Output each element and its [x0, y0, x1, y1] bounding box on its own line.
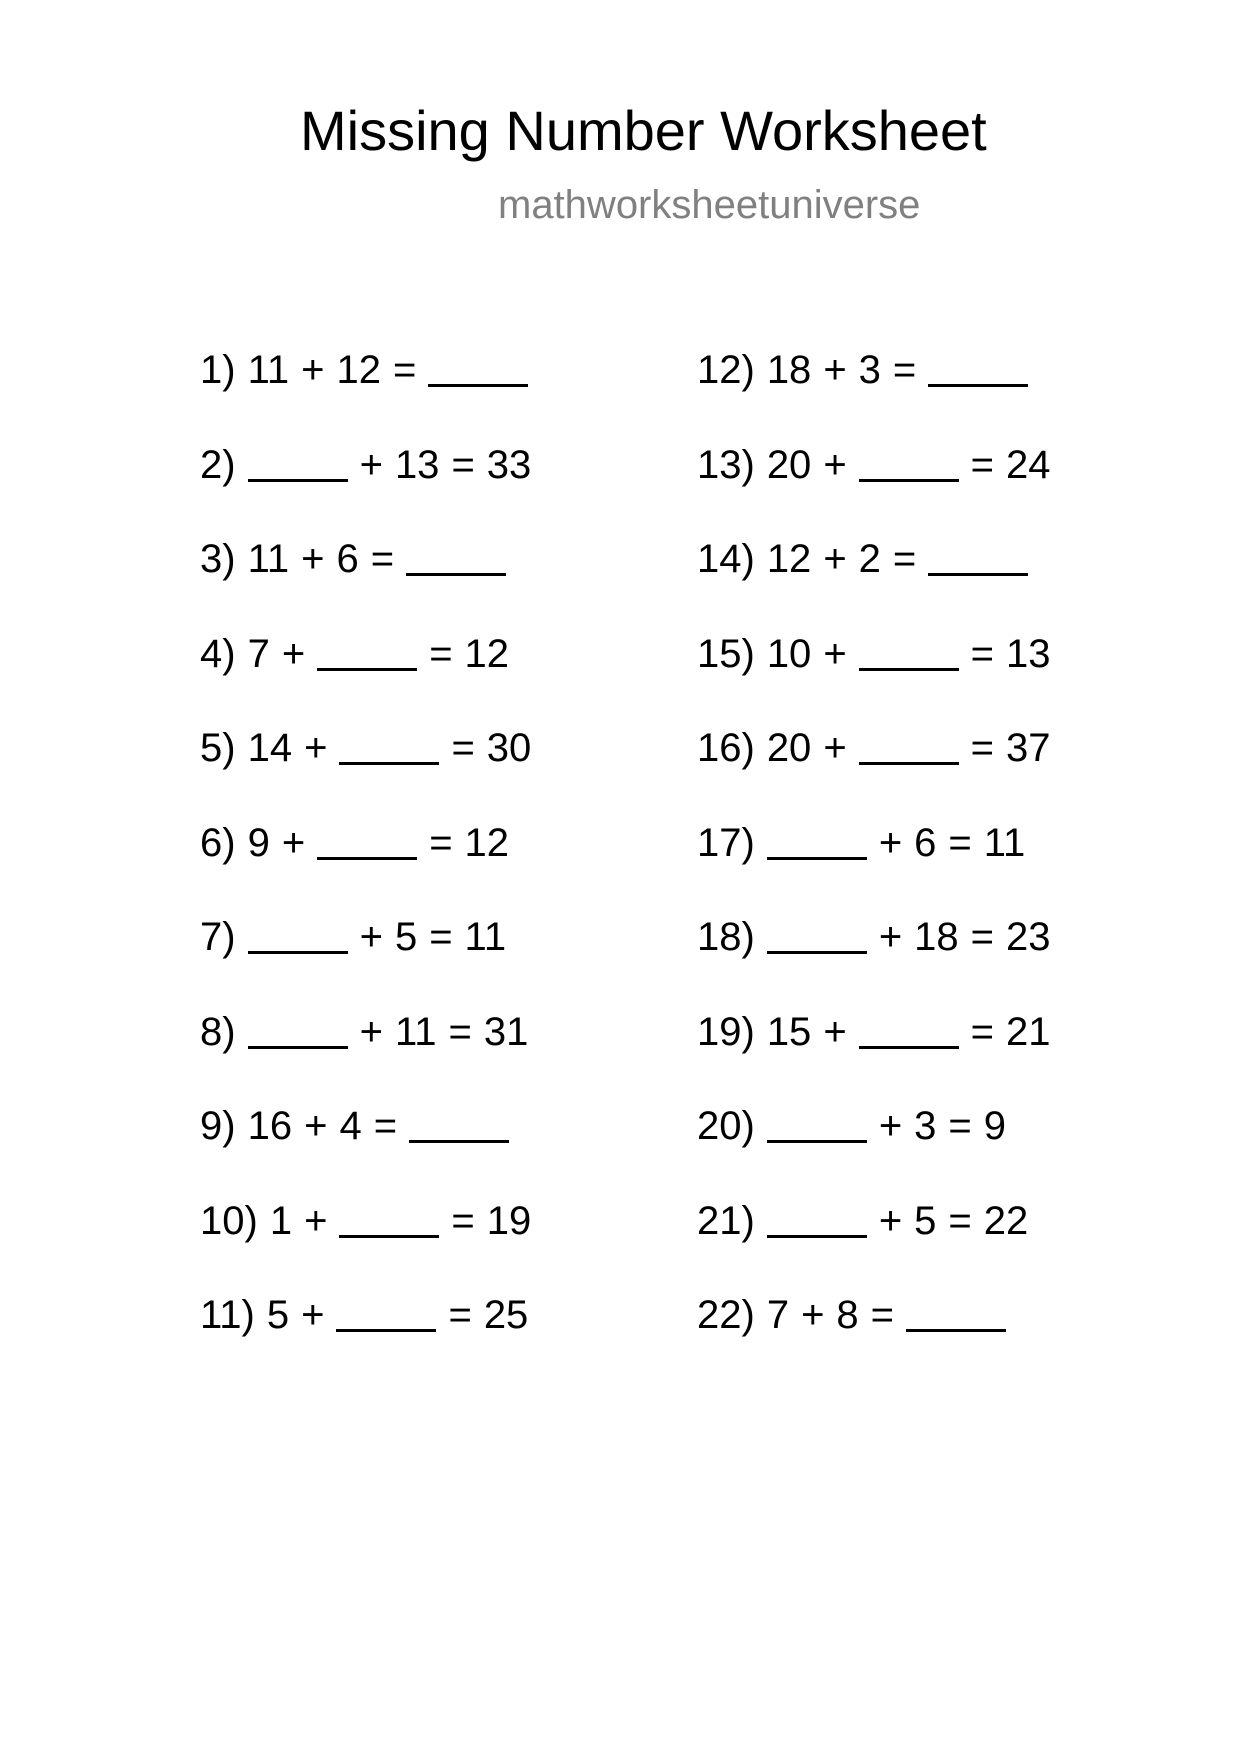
problem-number: 2) — [200, 442, 236, 487]
problem-number: 6) — [200, 820, 236, 865]
problem-number: 1) — [200, 348, 236, 392]
problem-number: 7) — [200, 915, 236, 959]
problem-number: 20) — [697, 1104, 755, 1148]
equals: = — [392, 348, 417, 392]
equals: = — [451, 442, 475, 487]
answer-blank[interactable] — [767, 813, 867, 860]
operand: 7 — [247, 631, 270, 676]
answer-blank[interactable] — [248, 435, 348, 482]
operand: 15 — [766, 1009, 812, 1054]
problem-16 — [697, 718, 1063, 813]
result: 24 — [1006, 442, 1051, 487]
equals: = — [373, 1104, 398, 1148]
problem-11 — [200, 1285, 543, 1380]
problem-number: 18) — [697, 915, 755, 959]
answer-blank[interactable] — [859, 624, 959, 671]
problem-10 — [200, 1191, 543, 1286]
operator: + — [878, 1198, 903, 1243]
operator: + — [301, 537, 325, 581]
equals: = — [451, 726, 475, 770]
operator: + — [823, 348, 847, 392]
problem-17 — [697, 813, 1063, 908]
problem-number: 10) — [200, 1198, 258, 1243]
operand: 5 — [394, 915, 418, 959]
result: 23 — [1006, 915, 1051, 959]
answer-blank[interactable] — [339, 1191, 439, 1238]
problem-22 — [697, 1285, 1063, 1380]
result: 12 — [464, 820, 510, 865]
problem-18 — [697, 907, 1063, 1002]
equals: = — [948, 820, 972, 865]
problem-column-right — [697, 340, 1063, 1380]
operand: 18 — [766, 348, 812, 392]
answer-blank[interactable] — [317, 624, 417, 671]
operator: + — [823, 442, 847, 487]
operand: 10 — [766, 631, 812, 676]
problem-number: 22) — [697, 1293, 755, 1337]
operator: + — [301, 1293, 325, 1337]
result: 13 — [1006, 631, 1051, 676]
operand: 8 — [836, 1293, 859, 1337]
operator: + — [301, 348, 325, 392]
answer-blank[interactable] — [317, 813, 417, 860]
operator: + — [281, 631, 306, 676]
result: 21 — [1006, 1009, 1051, 1054]
problem-number: 15) — [697, 631, 755, 676]
operand: 13 — [394, 442, 440, 487]
answer-blank[interactable] — [767, 1096, 867, 1143]
answer-blank[interactable] — [406, 529, 506, 576]
answer-blank[interactable] — [339, 718, 439, 765]
operand: 14 — [247, 726, 293, 770]
equals: = — [948, 1198, 972, 1243]
equals: = — [870, 1293, 895, 1337]
equals: = — [892, 348, 917, 392]
problem-number: 11) — [200, 1293, 255, 1337]
problem-number: 12) — [697, 348, 755, 392]
answer-blank[interactable] — [928, 340, 1028, 387]
operand: 1 — [269, 1198, 293, 1243]
operand: 6 — [914, 820, 937, 865]
answer-blank[interactable] — [409, 1096, 509, 1143]
problem-number: 3) — [200, 537, 236, 581]
equals: = — [970, 442, 995, 487]
equals: = — [970, 915, 995, 959]
operator: + — [823, 1009, 847, 1054]
operator: + — [878, 915, 903, 959]
answer-blank[interactable] — [928, 529, 1028, 576]
operator: + — [823, 726, 847, 770]
equals: = — [970, 726, 995, 770]
problem-2 — [200, 435, 543, 530]
operand: 12 — [766, 537, 812, 581]
problem-6 — [200, 813, 543, 908]
operand: 3 — [858, 348, 881, 392]
problem-21 — [697, 1191, 1063, 1286]
operand: 11 — [247, 537, 290, 581]
problem-19 — [697, 1002, 1063, 1097]
operator: + — [823, 631, 847, 676]
equals: = — [451, 1198, 475, 1243]
problem-14 — [697, 529, 1063, 624]
problem-3 — [200, 529, 543, 624]
answer-blank[interactable] — [248, 1002, 348, 1049]
worksheet-title: Missing Number Worksheet — [300, 99, 987, 162]
answer-blank[interactable] — [906, 1285, 1006, 1332]
operator: + — [801, 1293, 825, 1337]
operand: 9 — [247, 820, 270, 865]
operand: 18 — [914, 915, 959, 959]
result: 9 — [983, 1104, 1007, 1148]
operand: 7 — [766, 1293, 790, 1337]
problem-number: 19) — [697, 1009, 755, 1054]
problem-number: 13) — [697, 442, 755, 487]
operand: 3 — [914, 1104, 937, 1148]
operand: 6 — [336, 537, 359, 581]
equals: = — [970, 631, 995, 676]
operand: 11 — [394, 1009, 437, 1054]
problem-4 — [200, 624, 543, 719]
operator: + — [359, 915, 383, 959]
worksheet-source: mathworksheetuniverse — [498, 183, 921, 227]
problem-number: 17) — [697, 820, 755, 865]
problem-8 — [200, 1002, 543, 1097]
result: 22 — [983, 1198, 1029, 1243]
operand: 20 — [766, 726, 812, 770]
answer-blank[interactable] — [859, 435, 959, 482]
operator: + — [281, 820, 306, 865]
operator: + — [878, 820, 903, 865]
problem-15 — [697, 624, 1063, 719]
equals: = — [429, 915, 453, 959]
operator: + — [878, 1104, 903, 1148]
problem-number: 8) — [200, 1009, 236, 1054]
problem-1 — [200, 340, 543, 435]
result: 37 — [1006, 726, 1051, 770]
problem-number: 21) — [697, 1198, 755, 1243]
problem-number: 14) — [697, 537, 755, 581]
result: 33 — [486, 442, 532, 487]
problem-20 — [697, 1096, 1063, 1191]
answer-blank[interactable] — [428, 340, 528, 387]
result: 31 — [483, 1009, 529, 1054]
equals: = — [429, 631, 453, 676]
operator: + — [304, 726, 328, 770]
result: 19 — [486, 1198, 532, 1243]
equals: = — [429, 820, 453, 865]
operand: 5 — [914, 1198, 937, 1243]
operand: 11 — [247, 348, 290, 392]
equals: = — [970, 1009, 995, 1054]
answer-blank[interactable] — [767, 1191, 867, 1238]
equals: = — [370, 537, 395, 581]
operator: + — [304, 1104, 328, 1148]
operator: + — [823, 537, 847, 581]
problem-12 — [697, 340, 1063, 435]
equals: = — [948, 1104, 972, 1148]
result: 25 — [483, 1293, 529, 1337]
problem-5 — [200, 718, 543, 813]
operand: 4 — [339, 1104, 362, 1148]
problem-7 — [200, 907, 543, 1002]
operand: 20 — [766, 442, 812, 487]
problem-number: 9) — [200, 1104, 236, 1148]
problem-13 — [697, 435, 1063, 530]
problem-9 — [200, 1096, 543, 1191]
answer-blank[interactable] — [767, 907, 867, 954]
operator: + — [304, 1198, 328, 1243]
answer-blank[interactable] — [336, 1285, 436, 1332]
operand: 12 — [336, 348, 381, 392]
answer-blank[interactable] — [859, 718, 959, 765]
result: 30 — [486, 726, 532, 770]
equals: = — [892, 537, 917, 581]
answer-blank[interactable] — [859, 1002, 959, 1049]
answer-blank[interactable] — [248, 907, 348, 954]
operator: + — [359, 442, 383, 487]
problem-column-left — [200, 340, 543, 1380]
result: 11 — [464, 915, 507, 959]
equals: = — [448, 1293, 472, 1337]
operand: 5 — [266, 1293, 290, 1337]
problem-number: 5) — [200, 726, 236, 770]
result: 11 — [983, 820, 1026, 865]
equals: = — [448, 1009, 472, 1054]
problem-number: 16) — [697, 726, 755, 770]
operand: 2 — [858, 537, 881, 581]
problem-number: 4) — [200, 631, 236, 676]
operand: 16 — [247, 1104, 293, 1148]
result: 12 — [464, 631, 510, 676]
operator: + — [359, 1009, 383, 1054]
